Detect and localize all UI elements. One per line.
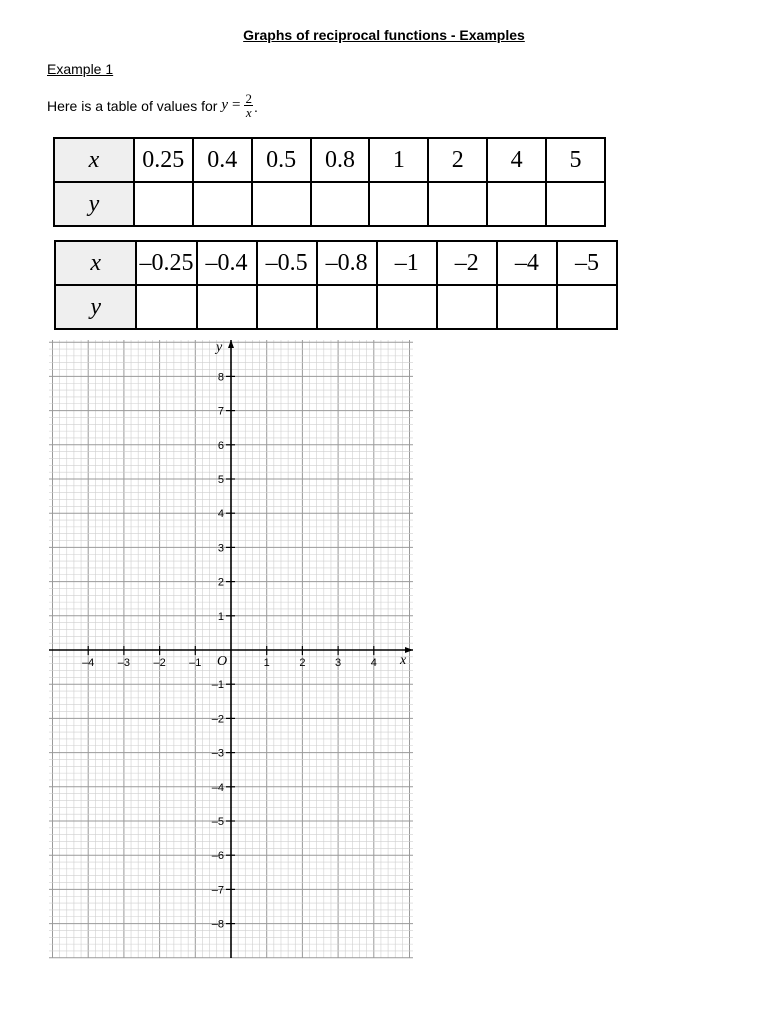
intro-text: Here is a table of values for	[47, 97, 218, 114]
x-value-cell: –1	[377, 241, 437, 285]
x-value-cell: 0.8	[311, 138, 370, 182]
equation-period: .	[253, 99, 258, 115]
x-tick-label: –2	[153, 657, 166, 669]
y-tick-label: –3	[211, 747, 224, 760]
y-tick-label: 8	[217, 371, 224, 384]
x-value-cell: 0.4	[193, 138, 252, 182]
fraction-numerator: 2	[245, 91, 252, 106]
document-title: Graphs of reciprocal functions - Examples	[243, 27, 525, 43]
x-tick-label: 4	[370, 657, 377, 669]
y-tick-label: 4	[217, 508, 224, 521]
x-value-cell: –2	[437, 241, 497, 285]
x-tick-label: –1	[189, 657, 202, 669]
y-tick-label: –4	[211, 781, 224, 794]
y-tick-label: 2	[217, 576, 224, 589]
x-tick-label: 1	[263, 657, 270, 669]
equation-equals: =	[231, 97, 241, 113]
x-value-cell: –0.25	[136, 241, 196, 285]
x-tick-label: –4	[82, 657, 95, 669]
origin-label: O	[217, 654, 228, 669]
y-tick-label: –1	[211, 679, 224, 692]
axes	[49, 340, 413, 958]
y-tick-label: –2	[211, 713, 224, 726]
y-tick-label: –7	[211, 884, 224, 897]
y-axis-arrow	[228, 340, 234, 348]
x-value-cell: –0.8	[317, 241, 377, 285]
y-axis-label: y	[216, 340, 223, 355]
x-tick-label: 2	[299, 657, 306, 669]
x-value-cell: –0.5	[257, 241, 317, 285]
y-tick-label: –8	[211, 918, 224, 931]
x-header-cell: x	[55, 241, 136, 285]
x-value-cell: 1	[369, 138, 428, 182]
y-header-cell: y	[54, 182, 134, 226]
x-tick-label: 3	[335, 657, 342, 669]
x-value-cell: 2	[428, 138, 487, 182]
y-tick-label: 5	[217, 474, 224, 486]
y-tick-label: 6	[217, 439, 224, 452]
x-value-cell: 0.5	[252, 138, 311, 182]
y-tick-label: 7	[217, 405, 224, 418]
y-tick-label: –5	[211, 816, 224, 828]
example-heading: Example 1	[47, 61, 114, 77]
x-value-cell: 4	[487, 138, 546, 182]
x-value-cell: 0.25	[134, 138, 193, 182]
y-header-cell: y	[55, 285, 136, 329]
x-value-cell: –5	[557, 241, 617, 285]
x-tick-label: –3	[117, 657, 131, 669]
x-header-cell: x	[54, 138, 134, 182]
x-value-cell: –4	[497, 241, 557, 285]
y-tick-label: 1	[217, 610, 224, 623]
x-value-cell: 5	[546, 138, 605, 182]
x-value-cell: –0.4	[197, 241, 257, 285]
fraction-denominator: x	[245, 105, 252, 120]
y-tick-label: –6	[211, 850, 224, 863]
y-tick-label: 3	[217, 542, 224, 555]
x-axis-label: x	[400, 653, 407, 668]
equation-lhs: y	[221, 97, 228, 113]
